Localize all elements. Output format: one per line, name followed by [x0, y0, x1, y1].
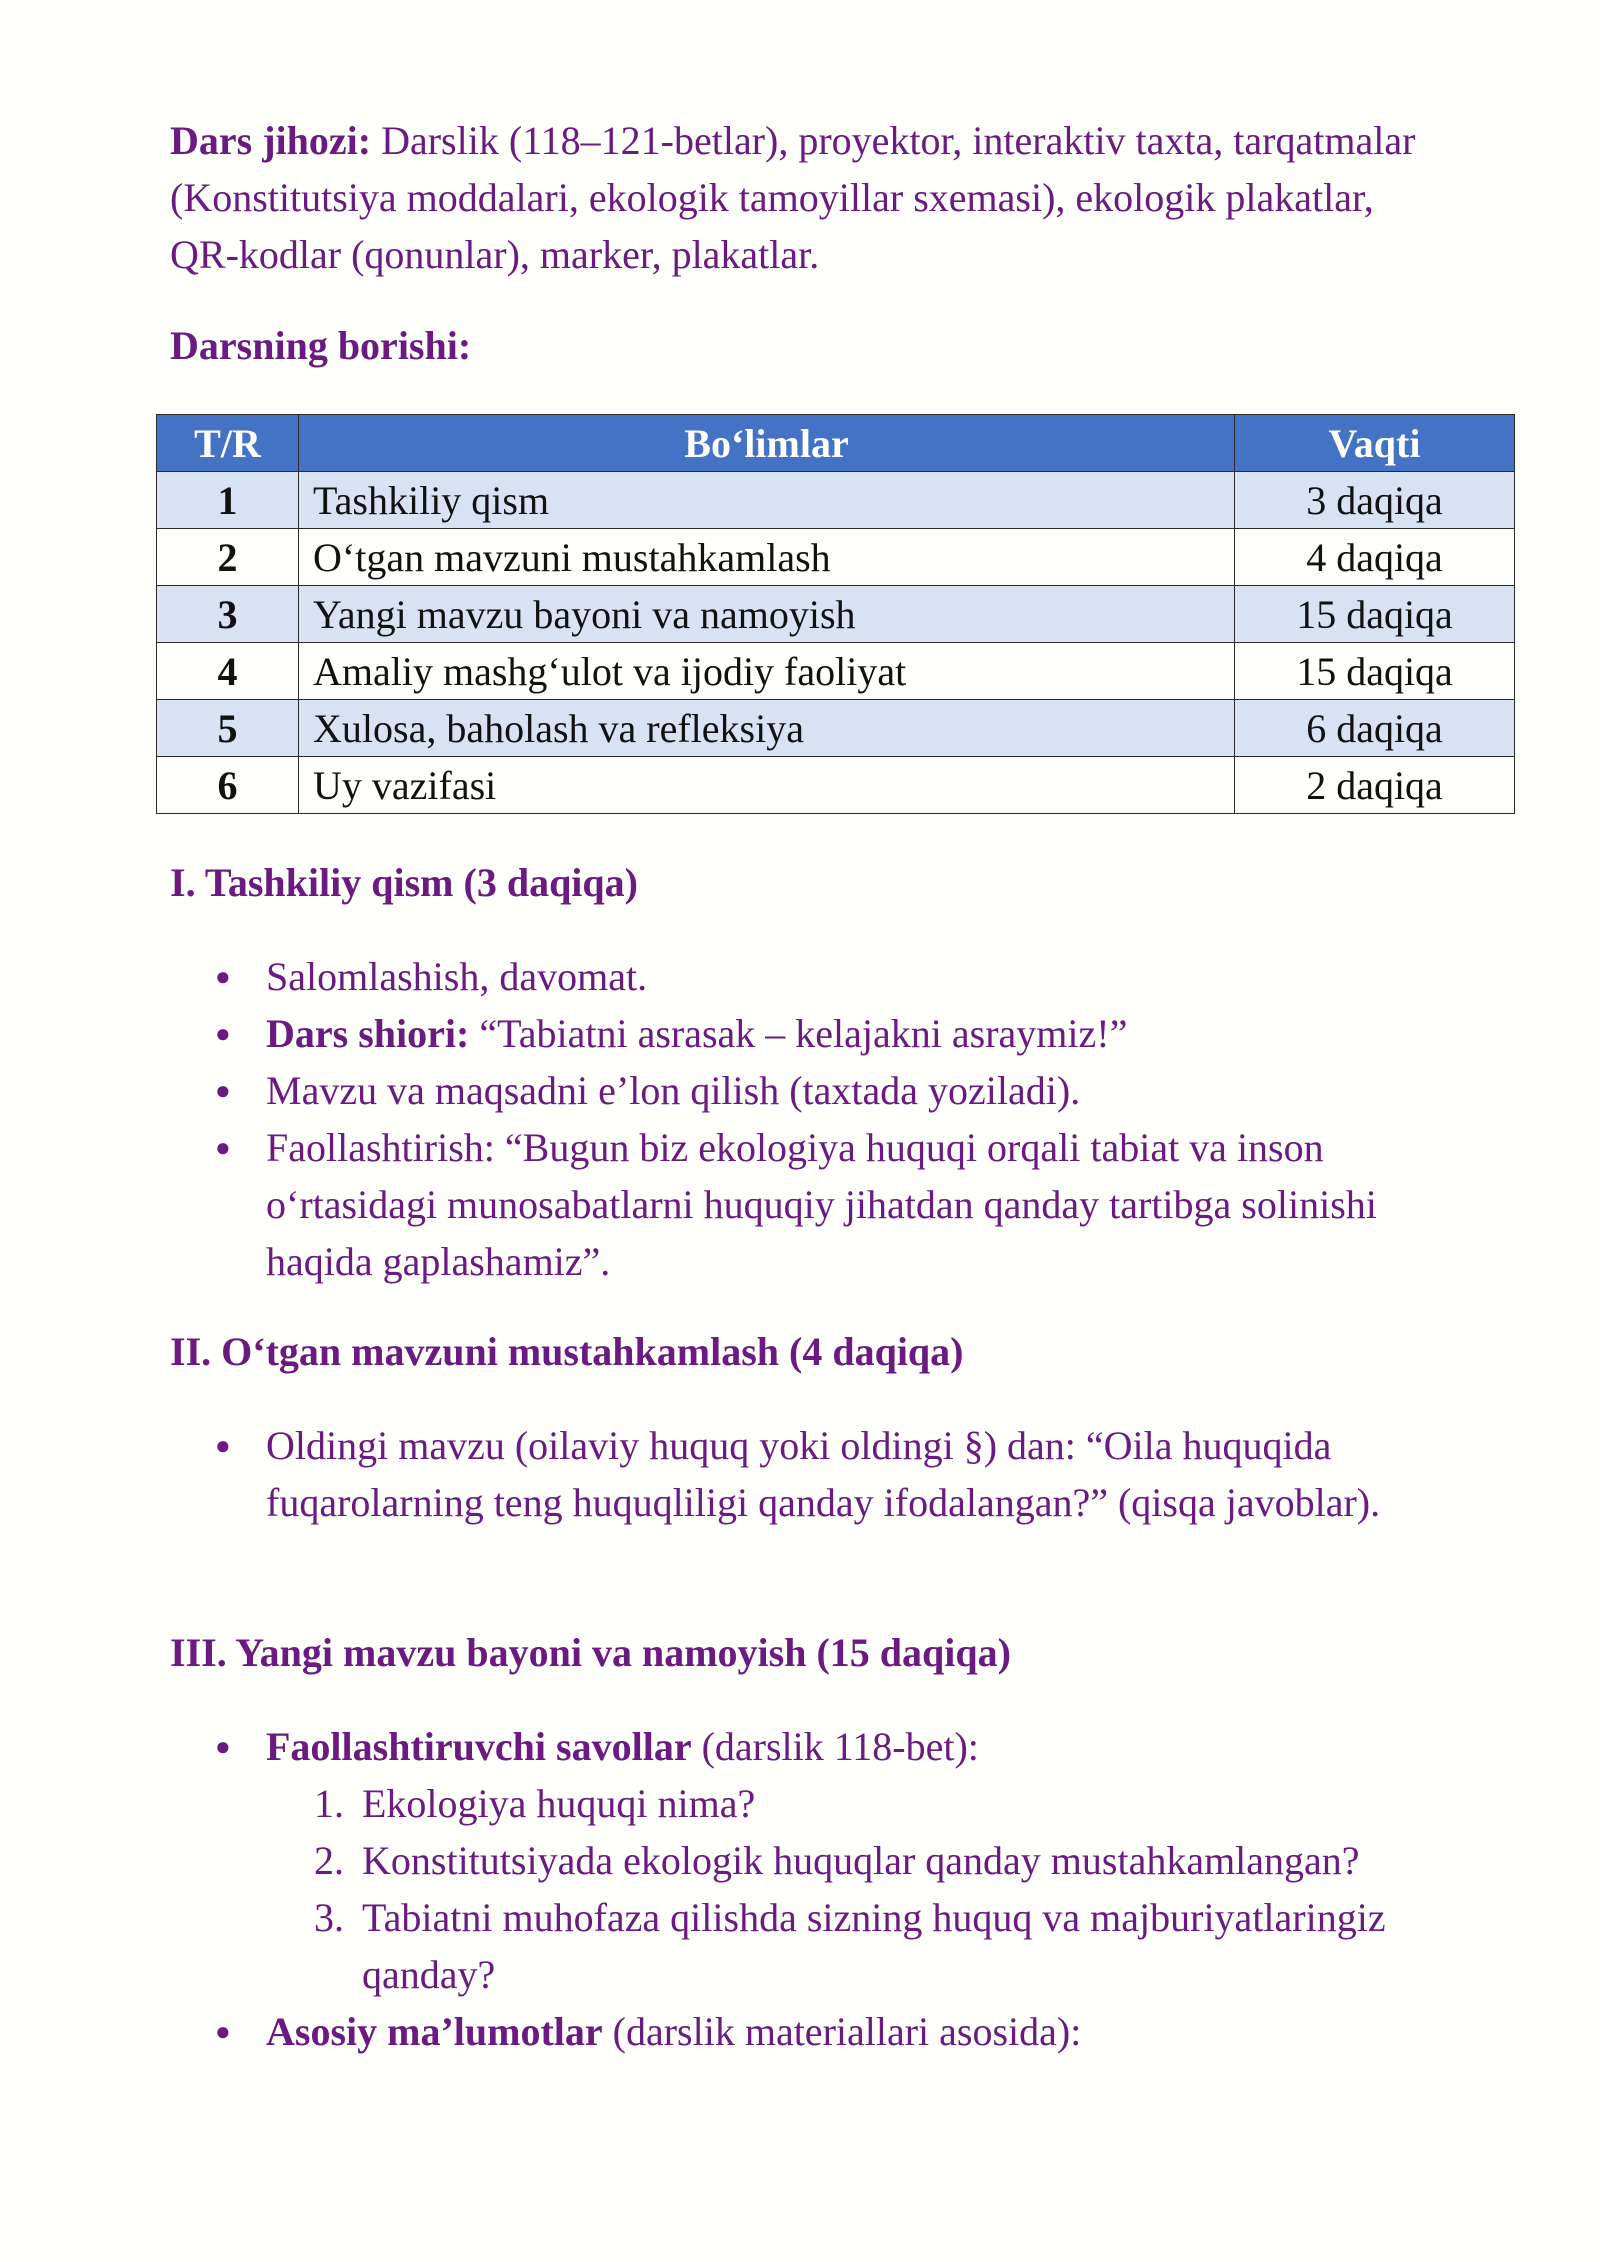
bullet-icon: ●	[215, 962, 231, 991]
equipment-paragraph	[170, 112, 1430, 283]
question-number: 1.	[314, 1781, 344, 1826]
list-item	[170, 948, 1440, 1005]
row-time: 15 daqiqa	[1235, 586, 1515, 643]
row-time: 6 daqiqa	[1235, 700, 1515, 757]
section-heading-review: II. O‘tgan mavzuni mustahkamlash (4 daqiqa)	[170, 1329, 964, 1374]
question-item	[266, 1832, 1440, 1889]
question-item	[266, 1889, 1440, 2003]
equipment-text: Darslik (118–121-betlar), proyektor, interaktiv taxta, tarqatmalar (Konstitutsiya moddalari, ekologik tamoyillar sxemasi), ekologik plakatlar, QR-kodlar (qonunlar), marker, plakatlar.	[170, 118, 1416, 277]
bullet-icon: ●	[215, 2017, 231, 2046]
list-item	[170, 1119, 1440, 1290]
question-number: 3.	[314, 1895, 344, 1940]
row-number: 4	[157, 643, 299, 700]
bullet-icon: ●	[215, 1431, 231, 1460]
question-text: Ekologiya huquqi nima?	[362, 1781, 756, 1826]
bullet-icon: ●	[215, 1076, 231, 1105]
list-item	[170, 1062, 1440, 1119]
row-time: 3 daqiqa	[1235, 472, 1515, 529]
list-item-text: “Tabiatni asrasak – kelajakni asraymiz!”	[469, 1011, 1128, 1056]
bullet-icon: ●	[215, 1133, 231, 1162]
row-time: 4 daqiqa	[1235, 529, 1515, 586]
row-number: 1	[157, 472, 299, 529]
list-item-bold: Dars shiori:	[266, 1011, 470, 1056]
row-time: 2 daqiqa	[1235, 757, 1515, 814]
row-section: O‘tgan mavzuni mustahkamlash	[299, 529, 1235, 586]
list-item-text: Mavzu va maqsadni e’lon qilish (taxtada yoziladi).	[266, 1068, 1081, 1113]
table-row	[157, 529, 1515, 586]
list-item	[170, 1417, 1440, 1531]
row-section: Tashkiliy qism	[299, 472, 1235, 529]
bullet-icon: ●	[215, 1732, 231, 1761]
list-item-bold: Faollashtiruvchi savollar	[266, 1724, 692, 1769]
bullet-icon: ●	[215, 1019, 231, 1048]
row-number: 2	[157, 529, 299, 586]
list-item-text: Oldingi mavzu (oilaviy huquq yoki oldingi §) dan: “Oila huquqida fuqarolarning teng huquqliligi qanday ifodalangan?” (qisqa javoblar).	[266, 1423, 1381, 1525]
column-header-number: T/R	[157, 415, 299, 472]
equipment-label: Dars jihozi:	[170, 118, 372, 163]
table-row	[157, 757, 1515, 814]
column-header-time: Vaqti	[1235, 415, 1515, 472]
list-item	[170, 1718, 1440, 2003]
table-row	[157, 472, 1515, 529]
row-section: Amaliy mashg‘ulot va ijodiy faoliyat	[299, 643, 1235, 700]
review-list	[170, 1417, 1440, 1531]
table-row	[157, 700, 1515, 757]
questions-list	[266, 1775, 1440, 2003]
list-item	[170, 1005, 1440, 1062]
lesson-plan-table	[156, 414, 1515, 814]
list-item	[170, 2003, 1440, 2060]
row-time: 15 daqiqa	[1235, 643, 1515, 700]
list-item-text: (darslik 118-bet):	[691, 1724, 979, 1769]
question-text: Konstitutsiyada ekologik huquqlar qanday mustahkamlangan?	[362, 1838, 1360, 1883]
new-topic-list	[170, 1718, 1440, 2060]
list-item-text: Faollashtirish: “Bugun biz ekologiya huquqi orqali tabiat va inson o‘rtasidagi munosabatlarni huquqiy jihatdan qanday tartibga solinishi haqida gaplashamiz”.	[266, 1125, 1377, 1284]
list-item-text: (darslik materiallari asosida):	[602, 2009, 1082, 2054]
row-section: Yangi mavzu bayoni va namoyish	[299, 586, 1235, 643]
table-row	[157, 643, 1515, 700]
row-section: Xulosa, baholash va refleksiya	[299, 700, 1235, 757]
row-number: 5	[157, 700, 299, 757]
row-number: 3	[157, 586, 299, 643]
list-item-text: Salomlashish, davomat.	[266, 954, 648, 999]
table-header-row	[157, 415, 1515, 472]
question-text: Tabiatni muhofaza qilishda sizning huquq va majburiyatlaringiz qanday?	[362, 1895, 1386, 1997]
section-heading-new-topic: III. Yangi mavzu bayoni va namoyish (15 daqiqa)	[170, 1630, 1011, 1675]
lesson-progress-heading: Darsning borishi:	[170, 323, 472, 368]
section-heading-organizational: I. Tashkiliy qism (3 daqiqa)	[170, 860, 638, 905]
column-header-section: Bo‘limlar	[299, 415, 1235, 472]
question-item	[266, 1775, 1440, 1832]
table-row	[157, 586, 1515, 643]
list-item-bold: Asosiy ma’lumotlar	[266, 2009, 603, 2054]
row-number: 6	[157, 757, 299, 814]
row-section: Uy vazifasi	[299, 757, 1235, 814]
organizational-list	[170, 948, 1440, 1290]
question-number: 2.	[314, 1838, 344, 1883]
